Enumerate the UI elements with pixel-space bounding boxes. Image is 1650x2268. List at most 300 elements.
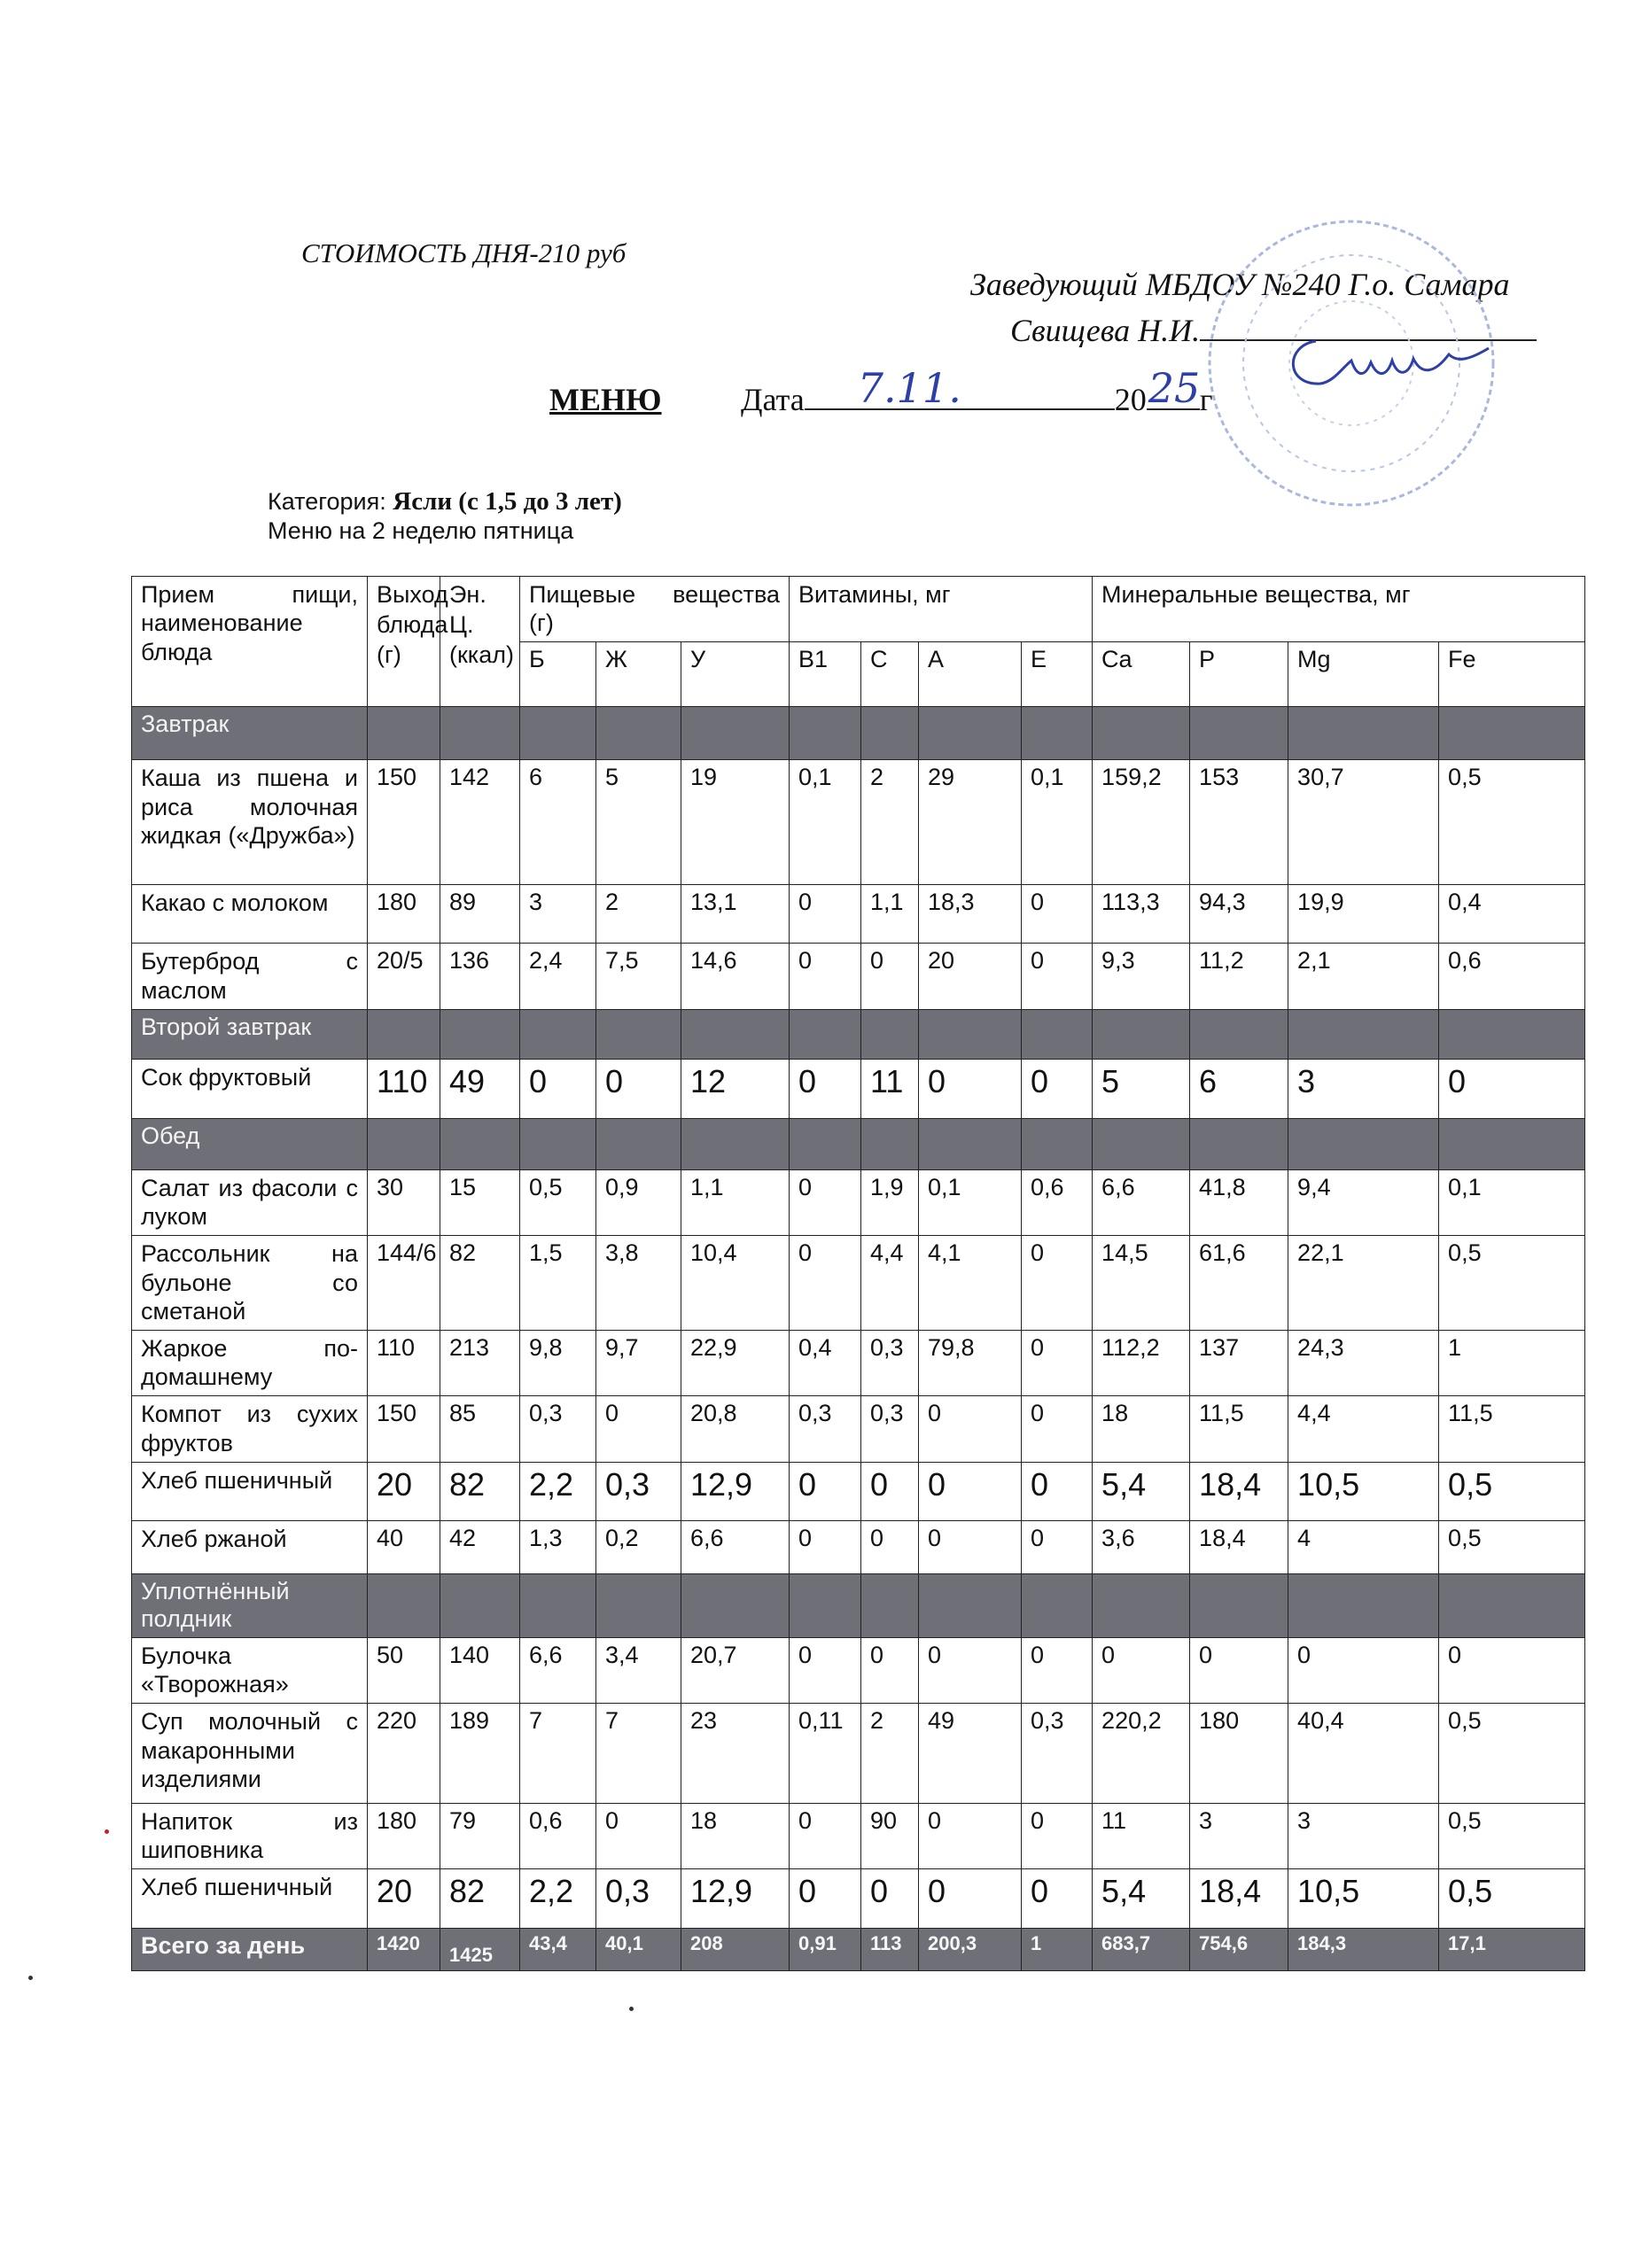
value-cell: 0 xyxy=(1288,1637,1439,1703)
section-cell xyxy=(1190,1574,1288,1637)
value-cell: 12 xyxy=(681,1060,790,1118)
value-cell: 0 xyxy=(1022,885,1093,944)
value-cell: 0 xyxy=(596,1060,681,1118)
value-cell: 0 xyxy=(790,1236,861,1331)
section-cell xyxy=(368,1118,440,1169)
section-cell xyxy=(681,1118,790,1169)
value-cell: 14,5 xyxy=(1093,1236,1190,1331)
value-cell: 5 xyxy=(596,760,681,885)
dish-name: Суп молочный с макаронными изделиями xyxy=(132,1704,368,1804)
total-value: 754,6 xyxy=(1190,1928,1288,1970)
section-cell xyxy=(520,706,596,759)
value-cell: 0 xyxy=(861,944,919,1009)
header-nutrients: Пищевые вещества (г) xyxy=(520,577,790,642)
section-cell xyxy=(1439,706,1585,759)
value-cell: 0,5 xyxy=(1439,1520,1585,1573)
handwritten-year: 25 xyxy=(1148,364,1201,412)
value-cell: 110 xyxy=(368,1060,440,1118)
value-cell: 11,5 xyxy=(1439,1396,1585,1462)
value-cell: 0,3 xyxy=(596,1869,681,1928)
dish-name: Каша из пшена и риса молочная жидкая («Дружба») xyxy=(132,760,368,885)
value-cell: 0 xyxy=(1093,1637,1190,1703)
value-cell: 0 xyxy=(919,1060,1022,1118)
value-cell: 0,1 xyxy=(919,1169,1022,1235)
value-cell: 0,4 xyxy=(1439,885,1585,944)
value-cell: 82 xyxy=(440,1462,520,1520)
value-cell: 12,9 xyxy=(681,1462,790,1520)
value-cell: 0,9 xyxy=(596,1169,681,1235)
value-cell: 2,2 xyxy=(520,1462,596,1520)
section-cell xyxy=(1439,1574,1585,1637)
value-cell: 18 xyxy=(1093,1396,1190,1462)
value-cell: 6,6 xyxy=(1093,1169,1190,1235)
category-label: Категория: xyxy=(268,488,386,515)
value-cell: 0,5 xyxy=(1439,1803,1585,1868)
section-cell xyxy=(596,1574,681,1637)
value-cell: 1,1 xyxy=(861,885,919,944)
dish-name: Хлеб ржаной xyxy=(132,1520,368,1573)
value-cell: 0 xyxy=(1439,1060,1585,1118)
value-cell: 10,5 xyxy=(1288,1869,1439,1928)
section-cell xyxy=(861,1574,919,1637)
value-cell: 3 xyxy=(1288,1060,1439,1118)
value-cell: 0,6 xyxy=(1022,1169,1093,1235)
value-cell: 150 xyxy=(368,760,440,885)
value-cell: 15 xyxy=(440,1169,520,1235)
value-cell: 82 xyxy=(440,1236,520,1331)
value-cell: 9,7 xyxy=(596,1331,681,1396)
value-cell: 0 xyxy=(1022,1520,1093,1573)
value-cell: 9,4 xyxy=(1288,1169,1439,1235)
value-cell: 136 xyxy=(440,944,520,1009)
total-value: 200,3 xyxy=(919,1928,1022,1970)
subheader-cell: E xyxy=(1022,642,1093,706)
value-cell: 2 xyxy=(861,760,919,885)
value-cell: 112,2 xyxy=(1093,1331,1190,1396)
total-value: 184,3 xyxy=(1288,1928,1439,1970)
value-cell: 24,3 xyxy=(1288,1331,1439,1396)
value-cell: 0 xyxy=(790,1520,861,1573)
value-cell: 20/5 xyxy=(368,944,440,1009)
section-cell xyxy=(790,1574,861,1637)
table-row xyxy=(132,1869,1585,1928)
subheader-cell: Ca xyxy=(1093,642,1190,706)
total-value: 17,1 xyxy=(1439,1928,1585,1970)
director-name: Свищева Н.И. xyxy=(1010,313,1201,348)
value-cell: 0,5 xyxy=(520,1169,596,1235)
value-cell: 79 xyxy=(440,1803,520,1868)
header-row xyxy=(132,577,1585,642)
menu-title: МЕНЮ xyxy=(549,382,662,417)
section-cell xyxy=(919,1118,1022,1169)
subheader-cell: B1 xyxy=(790,642,861,706)
subheader-cell: P xyxy=(1190,642,1288,706)
value-cell: 137 xyxy=(1190,1331,1288,1396)
section-cell xyxy=(520,1009,596,1059)
value-cell: 6,6 xyxy=(681,1520,790,1573)
value-cell: 0 xyxy=(596,1396,681,1462)
value-cell: 2,4 xyxy=(520,944,596,1009)
section-cell xyxy=(440,1574,520,1637)
section-cell xyxy=(1190,706,1288,759)
value-cell: 0,3 xyxy=(520,1396,596,1462)
value-cell: 0 xyxy=(1022,1637,1093,1703)
value-cell: 0 xyxy=(790,885,861,944)
value-cell: 6 xyxy=(520,760,596,885)
value-cell: 12,9 xyxy=(681,1869,790,1928)
value-cell: 18,3 xyxy=(919,885,1022,944)
value-cell: 0 xyxy=(861,1637,919,1703)
value-cell: 9,3 xyxy=(1093,944,1190,1009)
dish-name: Булочка «Творожная» xyxy=(132,1637,368,1703)
section-cell xyxy=(1190,1118,1288,1169)
value-cell: 220,2 xyxy=(1093,1704,1190,1804)
value-cell: 0,3 xyxy=(596,1462,681,1520)
value-cell: 2,1 xyxy=(1288,944,1439,1009)
dish-name: Бутерброд с маслом xyxy=(132,944,368,1009)
section-title: Уплотнённый полдник xyxy=(132,1574,368,1637)
value-cell: 1,9 xyxy=(861,1169,919,1235)
dish-name: Компот из сухих фруктов xyxy=(132,1396,368,1462)
value-cell: 180 xyxy=(368,1803,440,1868)
value-cell: 20,7 xyxy=(681,1637,790,1703)
section-row xyxy=(132,1118,1585,1169)
value-cell: 42 xyxy=(440,1520,520,1573)
value-cell: 9,8 xyxy=(520,1331,596,1396)
value-cell: 50 xyxy=(368,1637,440,1703)
value-cell: 0,1 xyxy=(790,760,861,885)
total-energy: 1425 xyxy=(440,1928,520,1970)
value-cell: 0 xyxy=(596,1803,681,1868)
total-yield: 1420 xyxy=(368,1928,440,1970)
value-cell: 22,1 xyxy=(1288,1236,1439,1331)
total-value: 208 xyxy=(681,1928,790,1970)
value-cell: 144/6 xyxy=(368,1236,440,1331)
value-cell: 20 xyxy=(368,1869,440,1928)
value-cell: 11,5 xyxy=(1190,1396,1288,1462)
section-row xyxy=(132,706,1585,759)
value-cell: 0,3 xyxy=(861,1331,919,1396)
value-cell: 4 xyxy=(1288,1520,1439,1573)
header-yield: Выход блюда (г) xyxy=(368,577,440,707)
value-cell: 30 xyxy=(368,1169,440,1235)
value-cell: 0,11 xyxy=(790,1704,861,1804)
value-cell: 94,3 xyxy=(1190,885,1288,944)
value-cell: 82 xyxy=(440,1869,520,1928)
category-value: Ясли (с 1,5 до 3 лет) xyxy=(393,487,622,516)
value-cell: 0,3 xyxy=(790,1396,861,1462)
value-cell: 0 xyxy=(790,1169,861,1235)
value-cell: 1,5 xyxy=(520,1236,596,1331)
value-cell: 180 xyxy=(368,885,440,944)
value-cell: 0,3 xyxy=(1022,1704,1093,1804)
section-cell xyxy=(1288,1118,1439,1169)
table-row xyxy=(132,1704,1585,1804)
table-row xyxy=(132,944,1585,1009)
value-cell: 0 xyxy=(1022,1236,1093,1331)
value-cell: 11,2 xyxy=(1190,944,1288,1009)
value-cell: 0,1 xyxy=(1022,760,1093,885)
value-cell: 18,4 xyxy=(1190,1869,1288,1928)
section-cell xyxy=(919,706,1022,759)
subheader-cell: Б xyxy=(520,642,596,706)
section-cell xyxy=(1439,1118,1585,1169)
year-prefix: 20 xyxy=(1114,382,1147,417)
value-cell: 189 xyxy=(440,1704,520,1804)
value-cell: 40,4 xyxy=(1288,1704,1439,1804)
value-cell: 2 xyxy=(596,885,681,944)
section-cell xyxy=(1022,1574,1093,1637)
year-blank xyxy=(1147,364,1201,412)
value-cell: 0,6 xyxy=(520,1803,596,1868)
section-cell xyxy=(440,1009,520,1059)
value-cell: 0 xyxy=(1022,1462,1093,1520)
value-cell: 0,5 xyxy=(1439,1236,1585,1331)
value-cell: 79,8 xyxy=(919,1331,1022,1396)
section-cell xyxy=(861,706,919,759)
dish-name: Хлеб пшеничный xyxy=(132,1869,368,1928)
section-cell xyxy=(790,1118,861,1169)
value-cell: 7 xyxy=(596,1704,681,1804)
value-cell: 7 xyxy=(520,1704,596,1804)
table-row xyxy=(132,1236,1585,1331)
value-cell: 0,6 xyxy=(1439,944,1585,1009)
value-cell: 6,6 xyxy=(520,1637,596,1703)
value-cell: 61,6 xyxy=(1190,1236,1288,1331)
value-cell: 10,5 xyxy=(1288,1462,1439,1520)
table-row xyxy=(132,1396,1585,1462)
value-cell: 213 xyxy=(440,1331,520,1396)
value-cell: 5,4 xyxy=(1093,1462,1190,1520)
total-value: 113 xyxy=(861,1928,919,1970)
section-cell xyxy=(368,1574,440,1637)
section-cell xyxy=(596,706,681,759)
value-cell: 3 xyxy=(520,885,596,944)
subheader-cell: У xyxy=(681,642,790,706)
section-title: Завтрак xyxy=(132,706,368,759)
section-cell xyxy=(1288,1009,1439,1059)
value-cell: 1,1 xyxy=(681,1169,790,1235)
value-cell: 30,7 xyxy=(1288,760,1439,885)
value-cell: 18,4 xyxy=(1190,1520,1288,1573)
value-cell: 153 xyxy=(1190,760,1288,885)
section-row xyxy=(132,1574,1585,1637)
section-cell xyxy=(1022,1118,1093,1169)
value-cell: 19 xyxy=(681,760,790,885)
value-cell: 0 xyxy=(1022,1331,1093,1396)
date-blank xyxy=(805,364,1115,412)
subheader-cell: Mg xyxy=(1288,642,1439,706)
value-cell: 3 xyxy=(1190,1803,1288,1868)
subheader-cell: Ж xyxy=(596,642,681,706)
header-dish: Прием пищи, наименование блюда xyxy=(132,577,368,707)
value-cell: 4,4 xyxy=(1288,1396,1439,1462)
section-cell xyxy=(1093,706,1190,759)
total-value: 1 xyxy=(1022,1928,1093,1970)
value-cell: 0 xyxy=(919,1396,1022,1462)
value-cell: 0,5 xyxy=(1439,760,1585,885)
section-cell xyxy=(919,1574,1022,1637)
value-cell: 23 xyxy=(681,1704,790,1804)
signature-icon xyxy=(1280,323,1493,403)
value-cell: 14,6 xyxy=(681,944,790,1009)
section-cell xyxy=(1288,706,1439,759)
value-cell: 159,2 xyxy=(1093,760,1190,885)
section-cell xyxy=(368,1009,440,1059)
section-cell xyxy=(1288,1574,1439,1637)
table-row xyxy=(132,1803,1585,1868)
subheader-cell: C xyxy=(861,642,919,706)
value-cell: 5,4 xyxy=(1093,1869,1190,1928)
table-row xyxy=(132,1169,1585,1235)
value-cell: 41,8 xyxy=(1190,1169,1288,1235)
dish-name: Сок фруктовый xyxy=(132,1060,368,1118)
section-row xyxy=(132,1009,1585,1059)
value-cell: 5 xyxy=(1093,1060,1190,1118)
total-value: 43,4 xyxy=(520,1928,596,1970)
day-cost: СТОИМОСТЬ ДНЯ-210 руб xyxy=(301,237,627,268)
subheader-cell: Fe xyxy=(1439,642,1585,706)
week-line: Меню на 2 неделю пятница xyxy=(268,517,574,544)
value-cell: 0 xyxy=(790,1637,861,1703)
value-cell: 90 xyxy=(861,1803,919,1868)
section-cell xyxy=(919,1009,1022,1059)
value-cell: 110 xyxy=(368,1331,440,1396)
value-cell: 0 xyxy=(919,1637,1022,1703)
section-cell xyxy=(1093,1574,1190,1637)
value-cell: 0 xyxy=(1022,944,1093,1009)
section-cell xyxy=(790,1009,861,1059)
total-row xyxy=(132,1928,1585,1970)
table-row xyxy=(132,1060,1585,1118)
section-cell xyxy=(1439,1009,1585,1059)
value-cell: 0,3 xyxy=(861,1396,919,1462)
date-label: Дата xyxy=(741,382,805,417)
value-cell: 0 xyxy=(861,1520,919,1573)
value-cell: 1,3 xyxy=(520,1520,596,1573)
table-row xyxy=(132,1462,1585,1520)
section-cell xyxy=(368,706,440,759)
section-cell xyxy=(861,1118,919,1169)
section-cell xyxy=(440,1118,520,1169)
section-cell xyxy=(1093,1118,1190,1169)
table-row xyxy=(132,1520,1585,1573)
table-row xyxy=(132,760,1585,885)
value-cell: 220 xyxy=(368,1704,440,1804)
section-cell xyxy=(861,1009,919,1059)
section-cell xyxy=(520,1118,596,1169)
subheader-cell: A xyxy=(919,642,1022,706)
value-cell: 0 xyxy=(861,1869,919,1928)
section-cell xyxy=(1022,1009,1093,1059)
value-cell: 0 xyxy=(1022,1396,1093,1462)
handwritten-date: 7.11. xyxy=(857,364,961,412)
value-cell: 18 xyxy=(681,1803,790,1868)
section-cell xyxy=(596,1009,681,1059)
value-cell: 85 xyxy=(440,1396,520,1462)
section-cell xyxy=(596,1118,681,1169)
value-cell: 140 xyxy=(440,1637,520,1703)
dish-name: Напиток из шиповника xyxy=(132,1803,368,1868)
total-value: 683,7 xyxy=(1093,1928,1190,1970)
value-cell: 0 xyxy=(520,1060,596,1118)
value-cell: 150 xyxy=(368,1396,440,1462)
scan-dot xyxy=(105,1829,109,1834)
section-cell xyxy=(790,706,861,759)
year-suffix: г xyxy=(1199,382,1213,417)
director-title: Заведующий МБДОУ №240 Г.о. Самара xyxy=(970,267,1510,302)
table-row xyxy=(132,1637,1585,1703)
value-cell: 3,8 xyxy=(596,1236,681,1331)
table-row xyxy=(132,885,1585,944)
dish-name: Салат из фасоли с луком xyxy=(132,1169,368,1235)
value-cell: 0 xyxy=(790,1803,861,1868)
value-cell: 40 xyxy=(368,1520,440,1573)
header-minerals: Минеральные вещества, мг xyxy=(1093,577,1585,642)
value-cell: 0 xyxy=(861,1462,919,1520)
value-cell: 0,1 xyxy=(1439,1169,1585,1235)
date-line xyxy=(741,364,1213,418)
value-cell: 0 xyxy=(790,1869,861,1928)
value-cell: 0,5 xyxy=(1439,1704,1585,1804)
dish-name: Какао с молоком xyxy=(132,885,368,944)
section-cell xyxy=(520,1574,596,1637)
table-row xyxy=(132,1331,1585,1396)
value-cell: 3,6 xyxy=(1093,1520,1190,1573)
value-cell: 10,4 xyxy=(681,1236,790,1331)
value-cell: 2 xyxy=(861,1704,919,1804)
total-label: Всего за день xyxy=(132,1928,368,1970)
value-cell: 0 xyxy=(790,1060,861,1118)
value-cell: 0,5 xyxy=(1439,1869,1585,1928)
dish-name: Хлеб пшеничный xyxy=(132,1462,368,1520)
value-cell: 0 xyxy=(919,1520,1022,1573)
value-cell: 0 xyxy=(1190,1637,1288,1703)
dish-name: Рассольник на бульоне со сметаной xyxy=(132,1236,368,1331)
value-cell: 22,9 xyxy=(681,1331,790,1396)
value-cell: 113,3 xyxy=(1093,885,1190,944)
value-cell: 4,1 xyxy=(919,1236,1022,1331)
value-cell: 89 xyxy=(440,885,520,944)
value-cell: 0 xyxy=(919,1462,1022,1520)
header-energy: Эн. Ц. (ккал) xyxy=(440,577,520,707)
value-cell: 11 xyxy=(861,1060,919,1118)
scan-dot xyxy=(28,1976,33,1980)
section-cell xyxy=(1093,1009,1190,1059)
header-vitamins: Витамины, мг xyxy=(790,577,1093,642)
dish-name: Жаркое по-домашнему xyxy=(132,1331,368,1396)
value-cell: 13,1 xyxy=(681,885,790,944)
menu-table xyxy=(131,576,1585,1971)
value-cell: 0 xyxy=(1439,1637,1585,1703)
value-cell: 0 xyxy=(919,1803,1022,1868)
value-cell: 4,4 xyxy=(861,1236,919,1331)
value-cell: 20 xyxy=(919,944,1022,1009)
value-cell: 3 xyxy=(1288,1803,1439,1868)
value-cell: 0 xyxy=(790,944,861,1009)
section-cell xyxy=(440,706,520,759)
value-cell: 0,5 xyxy=(1439,1462,1585,1520)
value-cell: 142 xyxy=(440,760,520,885)
value-cell: 29 xyxy=(919,760,1022,885)
section-cell xyxy=(681,706,790,759)
value-cell: 18,4 xyxy=(1190,1462,1288,1520)
value-cell: 0 xyxy=(1022,1869,1093,1928)
category-line xyxy=(268,487,622,517)
value-cell: 0 xyxy=(919,1869,1022,1928)
section-cell xyxy=(1022,706,1093,759)
section-title: Обед xyxy=(132,1118,368,1169)
